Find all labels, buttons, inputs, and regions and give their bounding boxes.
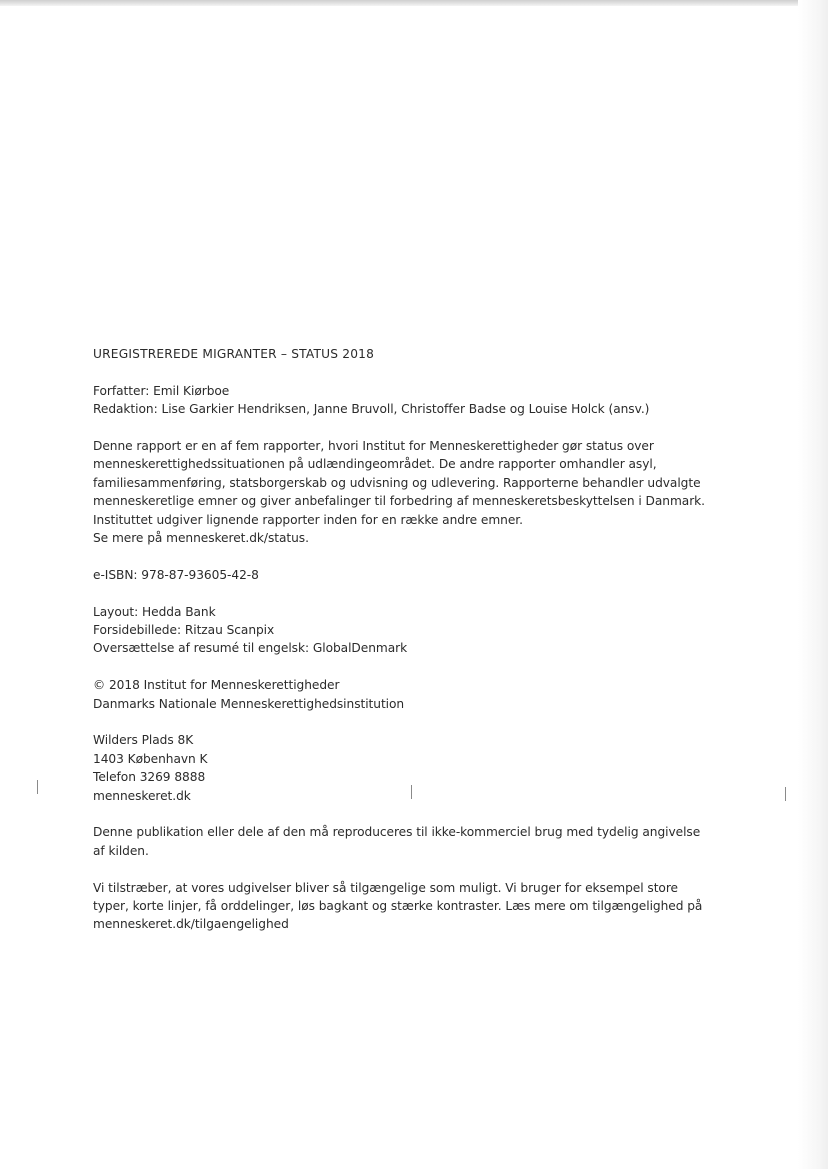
editors-line: Redaktion: Lise Garkier Hendriksen, Janne Bruvoll, Christoffer Badse og Louise Holck (ansv.) [93,402,650,417]
institution-line: Danmarks Nationale Menneskerettighedsinstitution [93,696,405,711]
intro-paragraph [93,437,733,547]
intro-line: Denne rapport er en af fem rapporter, hvori Institut for Menneskerettigheder gør status over [93,439,654,453]
phone-line: Telefon 3269 8888 [93,770,206,785]
cover-image-line: Forsidebillede: Ritzau Scanpix [93,623,275,638]
intro-line: menneskeretlige emner og giver anbefalinger til forbedring af menneskeretsbeskyttelsen i Danmark. [93,494,706,509]
accessibility-line: typer, korte linjer, få orddelinger, løs bagkant og stærke kontraster. Læs mere om tilgængelighed på [93,899,703,914]
copyright-block [93,676,733,713]
scan-right-edge [798,0,828,1169]
copyright-line: © 2018 Institut for Menneskerettigheder [93,678,340,693]
scan-mark-right [785,787,786,801]
intro-line: familiesammenføring, statsborgerskab og udvisning og udlevering. Rapporterne behandler udvalgte [93,475,701,490]
translation-line: Oversættelse af resumé til engelsk: GlobalDenmark [93,641,408,656]
layout-line: Layout: Hedda Bank [93,604,216,619]
reproduction-line: af kilden. [93,843,149,858]
street-line: Wilders Plads 8K [93,733,194,748]
city-line: 1403 København K [93,751,208,766]
accessibility-line: menneskeret.dk/tilgaengelighed [93,917,289,932]
accessibility-line: Vi tilstræber, at vores udgivelser bliver så tilgængelige som muligt. Vi bruger for eksempel store [93,880,678,895]
intro-line: Se mere på menneskeret.dk/status. [93,531,309,546]
report-title-block [93,345,733,363]
isbn-line: e-ISBN: 978-87-93605-42-8 [93,567,259,582]
reproduction-paragraph [93,823,733,860]
accessibility-paragraph [93,879,733,934]
colophon [93,345,733,952]
isbn-block [93,566,733,584]
reproduction-line: Denne publikation eller dele af den må reproduceres til ikke-kommerciel brug med tydelig angivelse [93,825,701,840]
intro-line: Instituttet udgiver lignende rapporter inden for en række andre emner. [93,512,523,527]
credits [93,382,733,419]
author-line: Forfatter: Emil Kiørboe [93,383,230,398]
website-line: menneskeret.dk [93,788,191,803]
intro-line: menneskerettighedssituationen på udlændingeområdet. De andre rapporter omhandler asyl, [93,457,657,472]
production-credits [93,603,733,658]
report-title: UREGISTREREDE MIGRANTER – STATUS 2018 [93,347,375,361]
scan-mark-left [37,780,38,794]
scan-top-edge [0,0,828,6]
address-block [93,731,733,805]
